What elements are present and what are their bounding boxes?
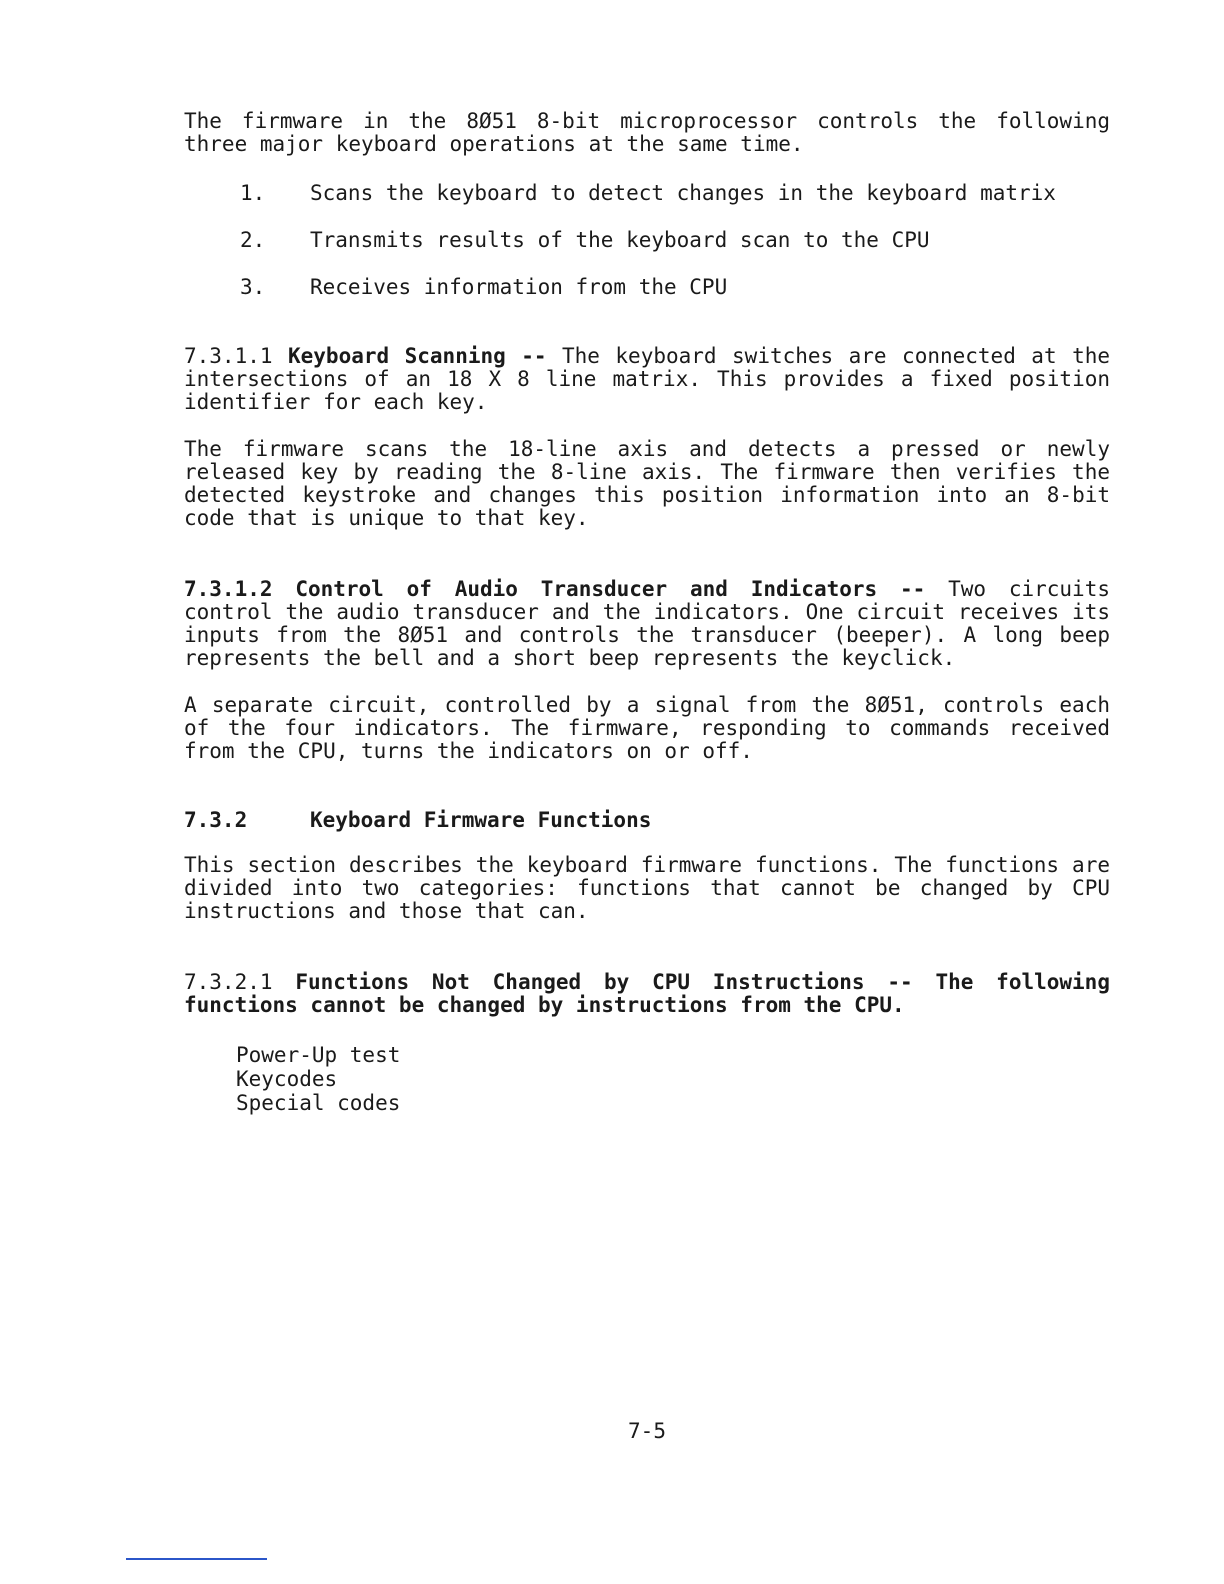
list-item [184,229,1110,252]
list-item [184,276,1110,299]
document-page [184,110,1110,1115]
scan-artifact-line [126,1558,267,1560]
section-7312-paragraph [184,578,1110,670]
list-item-number: 3. [240,275,266,299]
list-item [184,182,1110,205]
section-title: Control of Audio Transducer and Indicators -- [295,577,926,601]
section-number: 7.3.2.1 [184,970,273,994]
section-7321-paragraph [184,971,1110,1017]
intro-paragraph: The firmware in the 8Ø51 8-bit microprocessor controls the following three major keyboard operations at the same time. [184,109,1110,156]
list-item-number: 2. [240,228,266,252]
list-item: Keycodes [236,1067,338,1091]
list-item: Power-Up test [236,1043,401,1067]
list-item: Special codes [236,1091,401,1115]
scan-detail-paragraph: The firmware scans the 18-line axis and detects a pressed or newly released key by reading the 8-line axis. The firmware then verifies the detected keystroke and changes this position information into an 8-bit code that is unique to that key. [184,437,1110,530]
section-body: Two circuits control the audio transducer and the indicators. One circuit receives its inputs from the 8Ø51 and controls the transducer (beeper). A long beep represents the bell and a short beep represents the keyclick. [184,577,1110,670]
page-number: 7-5 [628,1419,666,1443]
section-7311-paragraph [184,345,1110,414]
functions-list [236,1043,1110,1115]
section-body: The following functions cannot be changed by instructions from the CPU. [184,970,1110,1017]
operations-list [184,182,1110,299]
heading-title: Keyboard Firmware Functions [310,808,652,832]
list-item-text: Scans the keyboard to detect changes in the keyboard matrix [310,181,1056,205]
firmware-functions-paragraph: This section describes the keyboard firmware functions. The functions are divided into two categories: functions that cannot be changed by CPU instructions and those that can. [184,853,1110,923]
section-body: The keyboard switches are connected at the intersections of an 18 X 8 line matrix. This provides a fixed position identifier for each key. [184,344,1110,414]
section-number: 7.3.1.1 [184,344,273,368]
indicator-circuit-paragraph: A separate circuit, controlled by a signal from the 8Ø51, controls each of the four indicators. The firmware, responding to commands received from the CPU, turns the indicators on or off. [184,693,1110,763]
section-title: Keyboard Scanning -- [288,344,547,368]
heading-number: 7.3.2 [184,808,248,832]
section-heading-732 [184,809,1110,832]
list-item-text: Transmits results of the keyboard scan to the CPU [310,228,930,252]
section-number: 7.3.1.2 [184,577,273,601]
list-item-text: Receives information from the CPU [310,275,728,299]
section-title: Functions Not Changed by CPU Instructions -- [295,970,913,994]
list-item-number: 1. [240,181,266,205]
